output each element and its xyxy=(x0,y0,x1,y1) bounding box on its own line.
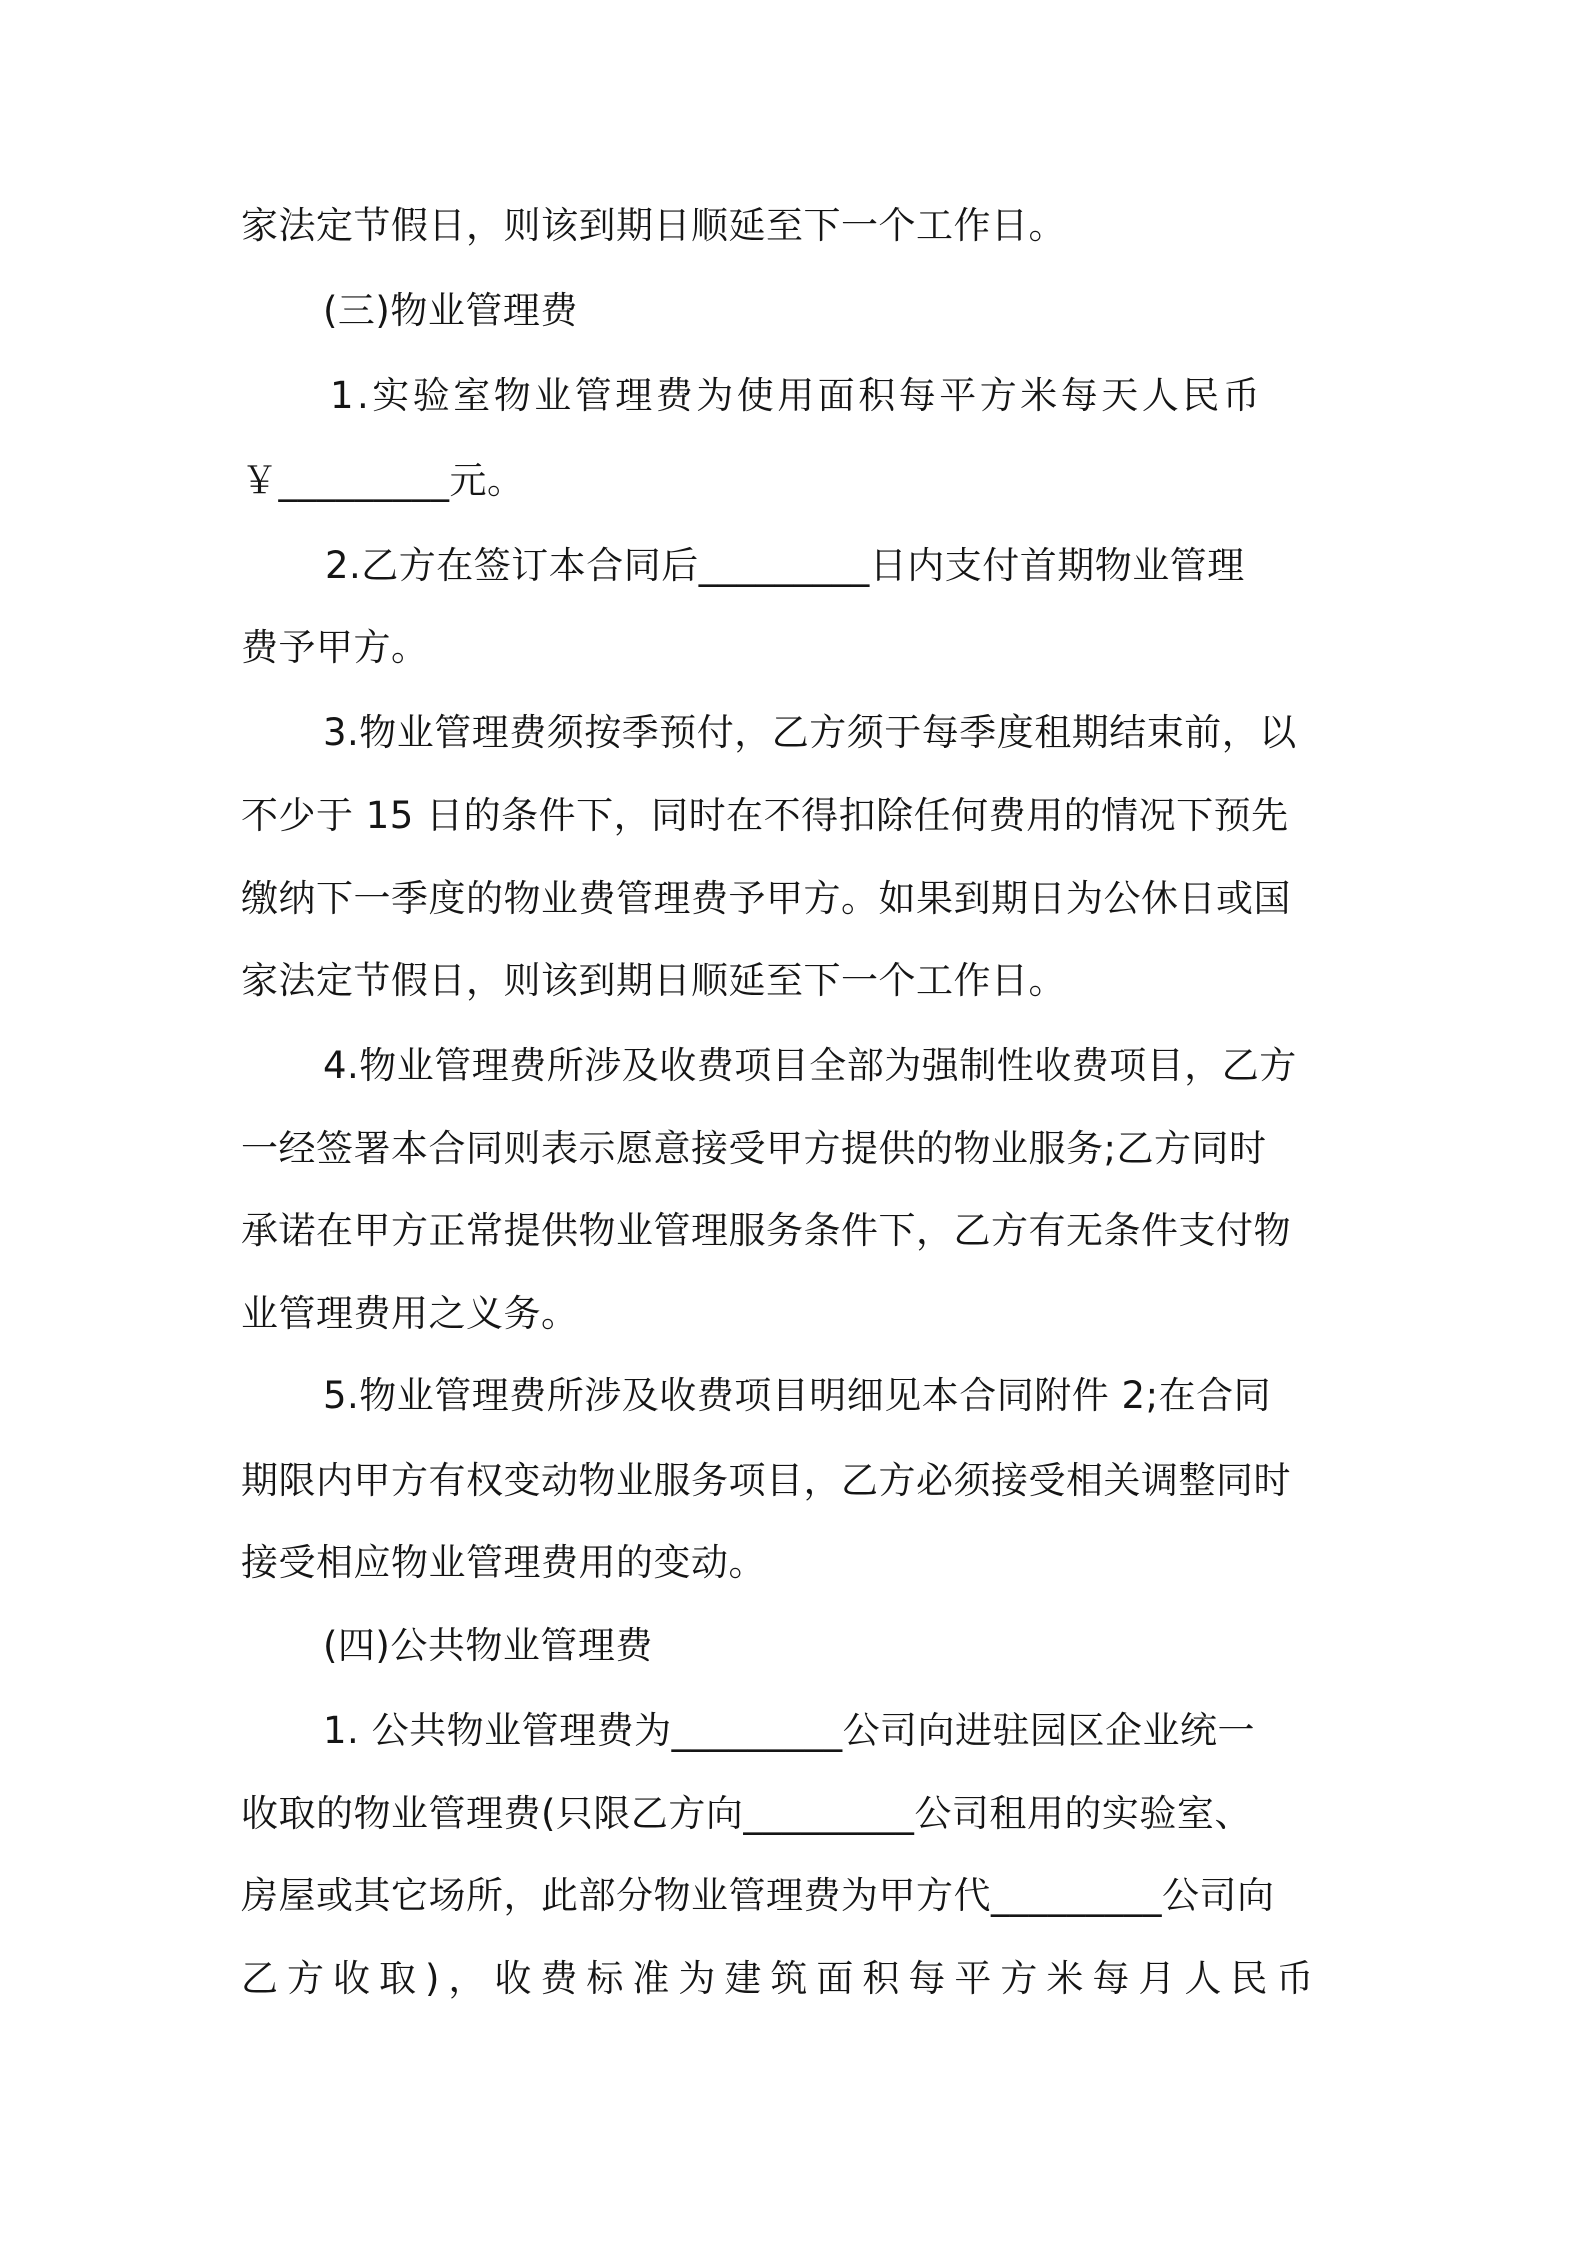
text-line-17: 接受相应物业管理费用的变动。 xyxy=(241,1541,766,1584)
text-line-7: 3.物业管理费须按季预付，乙方须于每季度租期结束前，以 xyxy=(323,711,1297,754)
text-line-13: 承诺在甲方正常提供物业管理服务条件下，乙方有无条件支付物 xyxy=(241,1209,1291,1252)
section-heading-3: (三)物业管理费 xyxy=(323,289,578,332)
text-line-12: 一经签署本合同则表示愿意接受甲方提供的物业服务;乙方同时 xyxy=(241,1127,1267,1170)
text-line-15: 5.物业管理费所涉及收费项目明细见本合同附件 2;在合同 xyxy=(323,1374,1272,1417)
text-line-16: 期限内甲方有权变动物业服务项目，乙方必须接受相关调整同时 xyxy=(241,1459,1291,1502)
text-line-4: ￥_________元。 xyxy=(241,459,525,502)
text-line-10: 家法定节假日，则该到期日顺延至下一个工作日。 xyxy=(241,959,1066,1002)
text-line-8: 不少于 15 日的条件下，同时在不得扣除任何费用的情况下预先 xyxy=(241,794,1289,837)
text-line-19: 1. 公共物业管理费为_________公司向进驻园区企业统一 xyxy=(323,1709,1256,1752)
text-line-14: 业管理费用之义务。 xyxy=(241,1292,579,1335)
text-line-1: 家法定节假日，则该到期日顺延至下一个工作日。 xyxy=(241,204,1066,247)
text-line-3: 1.实验室物业管理费为使用面积每平方米每天人民币 xyxy=(330,374,1264,417)
text-line-11: 4.物业管理费所涉及收费项目全部为强制性收费项目，乙方 xyxy=(323,1044,1297,1087)
section-heading-4: (四)公共物业管理费 xyxy=(323,1624,653,1667)
text-line-6: 费予甲方。 xyxy=(241,626,429,669)
text-line-9: 缴纳下一季度的物业费管理费予甲方。如果到期日为公休日或国 xyxy=(241,877,1291,920)
text-line-5: 2.乙方在签订本合同后_________日内支付首期物业管理 xyxy=(325,544,1245,587)
text-line-22: 乙方收取)，收费标准为建筑面积每平方米每月人民币 xyxy=(241,1957,1323,2000)
text-line-21: 房屋或其它场所，此部分物业管理费为甲方代_________公司向 xyxy=(241,1874,1275,1917)
text-line-20: 收取的物业管理费(只限乙方向_________公司租用的实验室、 xyxy=(241,1792,1252,1835)
